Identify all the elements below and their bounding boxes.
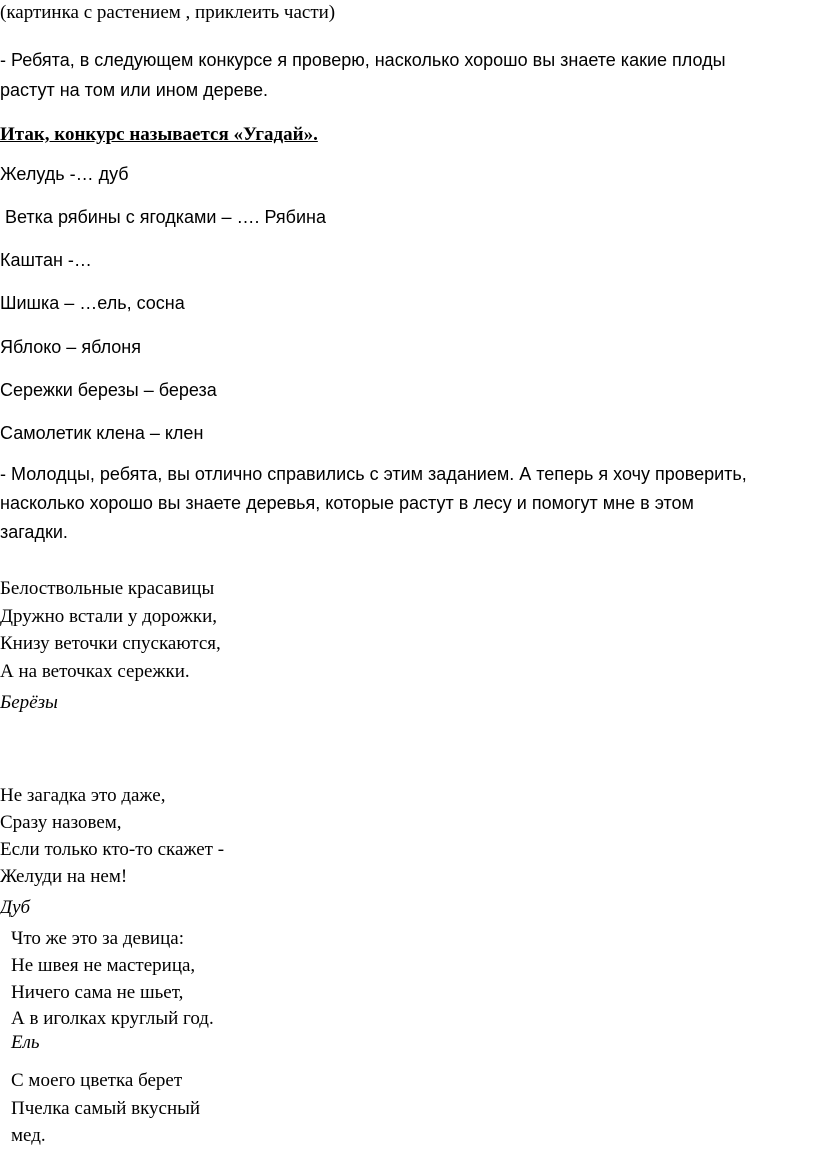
riddle-line: Не загадка это даже, xyxy=(0,785,166,806)
contest-title: Итак, конкурс называется «Угадай». xyxy=(0,124,318,145)
riddle-line: Пчелка самый вкусный xyxy=(11,1098,201,1119)
riddle-line: А в иголках круглый год. xyxy=(11,1008,214,1029)
riddle-line: Если только кто-то скажет - xyxy=(0,839,225,860)
riddle-line: А на веточках сережки. xyxy=(0,661,190,682)
riddle-line: Книзу веточки спускаются, xyxy=(0,633,221,654)
fruit-item: Шишка – …ель, сосна xyxy=(0,293,185,313)
riddle-line: Сразу назовем, xyxy=(0,812,122,833)
praise-line-3: загадки. xyxy=(0,522,68,542)
praise-line-1: - Молодцы, ребята, вы отлично справились с этим заданием. А теперь я хочу проверить, xyxy=(0,464,747,484)
fruit-item: Желудь -… дуб xyxy=(0,164,129,184)
praise-line-2: насколько хорошо вы знаете деревья, которые растут в лесу и помогут мне в этом xyxy=(0,493,694,513)
fruit-item: Ветка рябины с ягодками – …. Рябина xyxy=(5,207,326,227)
riddle-line: Что же это за девица: xyxy=(11,928,184,949)
riddle-answer: Дуб xyxy=(0,897,31,918)
fruit-item: Самолетик клена – клен xyxy=(0,423,204,443)
fruit-item: Сережки березы – береза xyxy=(0,380,217,400)
riddle-line: Дружно встали у дорожки, xyxy=(0,606,218,627)
riddle-line: Белоствольные красавицы xyxy=(0,578,215,599)
riddle-line: Желуди на нем! xyxy=(0,866,128,887)
riddle-line: Ничего сама не шьет, xyxy=(11,982,184,1003)
riddle-answer: Ель xyxy=(11,1032,40,1053)
riddle-line: С моего цветка берет xyxy=(11,1070,183,1091)
fruit-item: Каштан -… xyxy=(0,250,92,270)
riddle-answer: Берёзы xyxy=(0,692,58,713)
header-note: (картинка с растением , приклеить части) xyxy=(0,2,336,23)
intro-line-2: растут на том или ином дереве. xyxy=(0,80,268,100)
riddle-line: Не швея не мастерица, xyxy=(11,955,196,976)
fruit-item: Яблоко – яблоня xyxy=(0,337,141,357)
intro-line-1: - Ребята, в следующем конкурсе я проверю, насколько хорошо вы знаете какие плоды xyxy=(0,50,726,70)
riddle-line: мед. xyxy=(11,1125,46,1146)
